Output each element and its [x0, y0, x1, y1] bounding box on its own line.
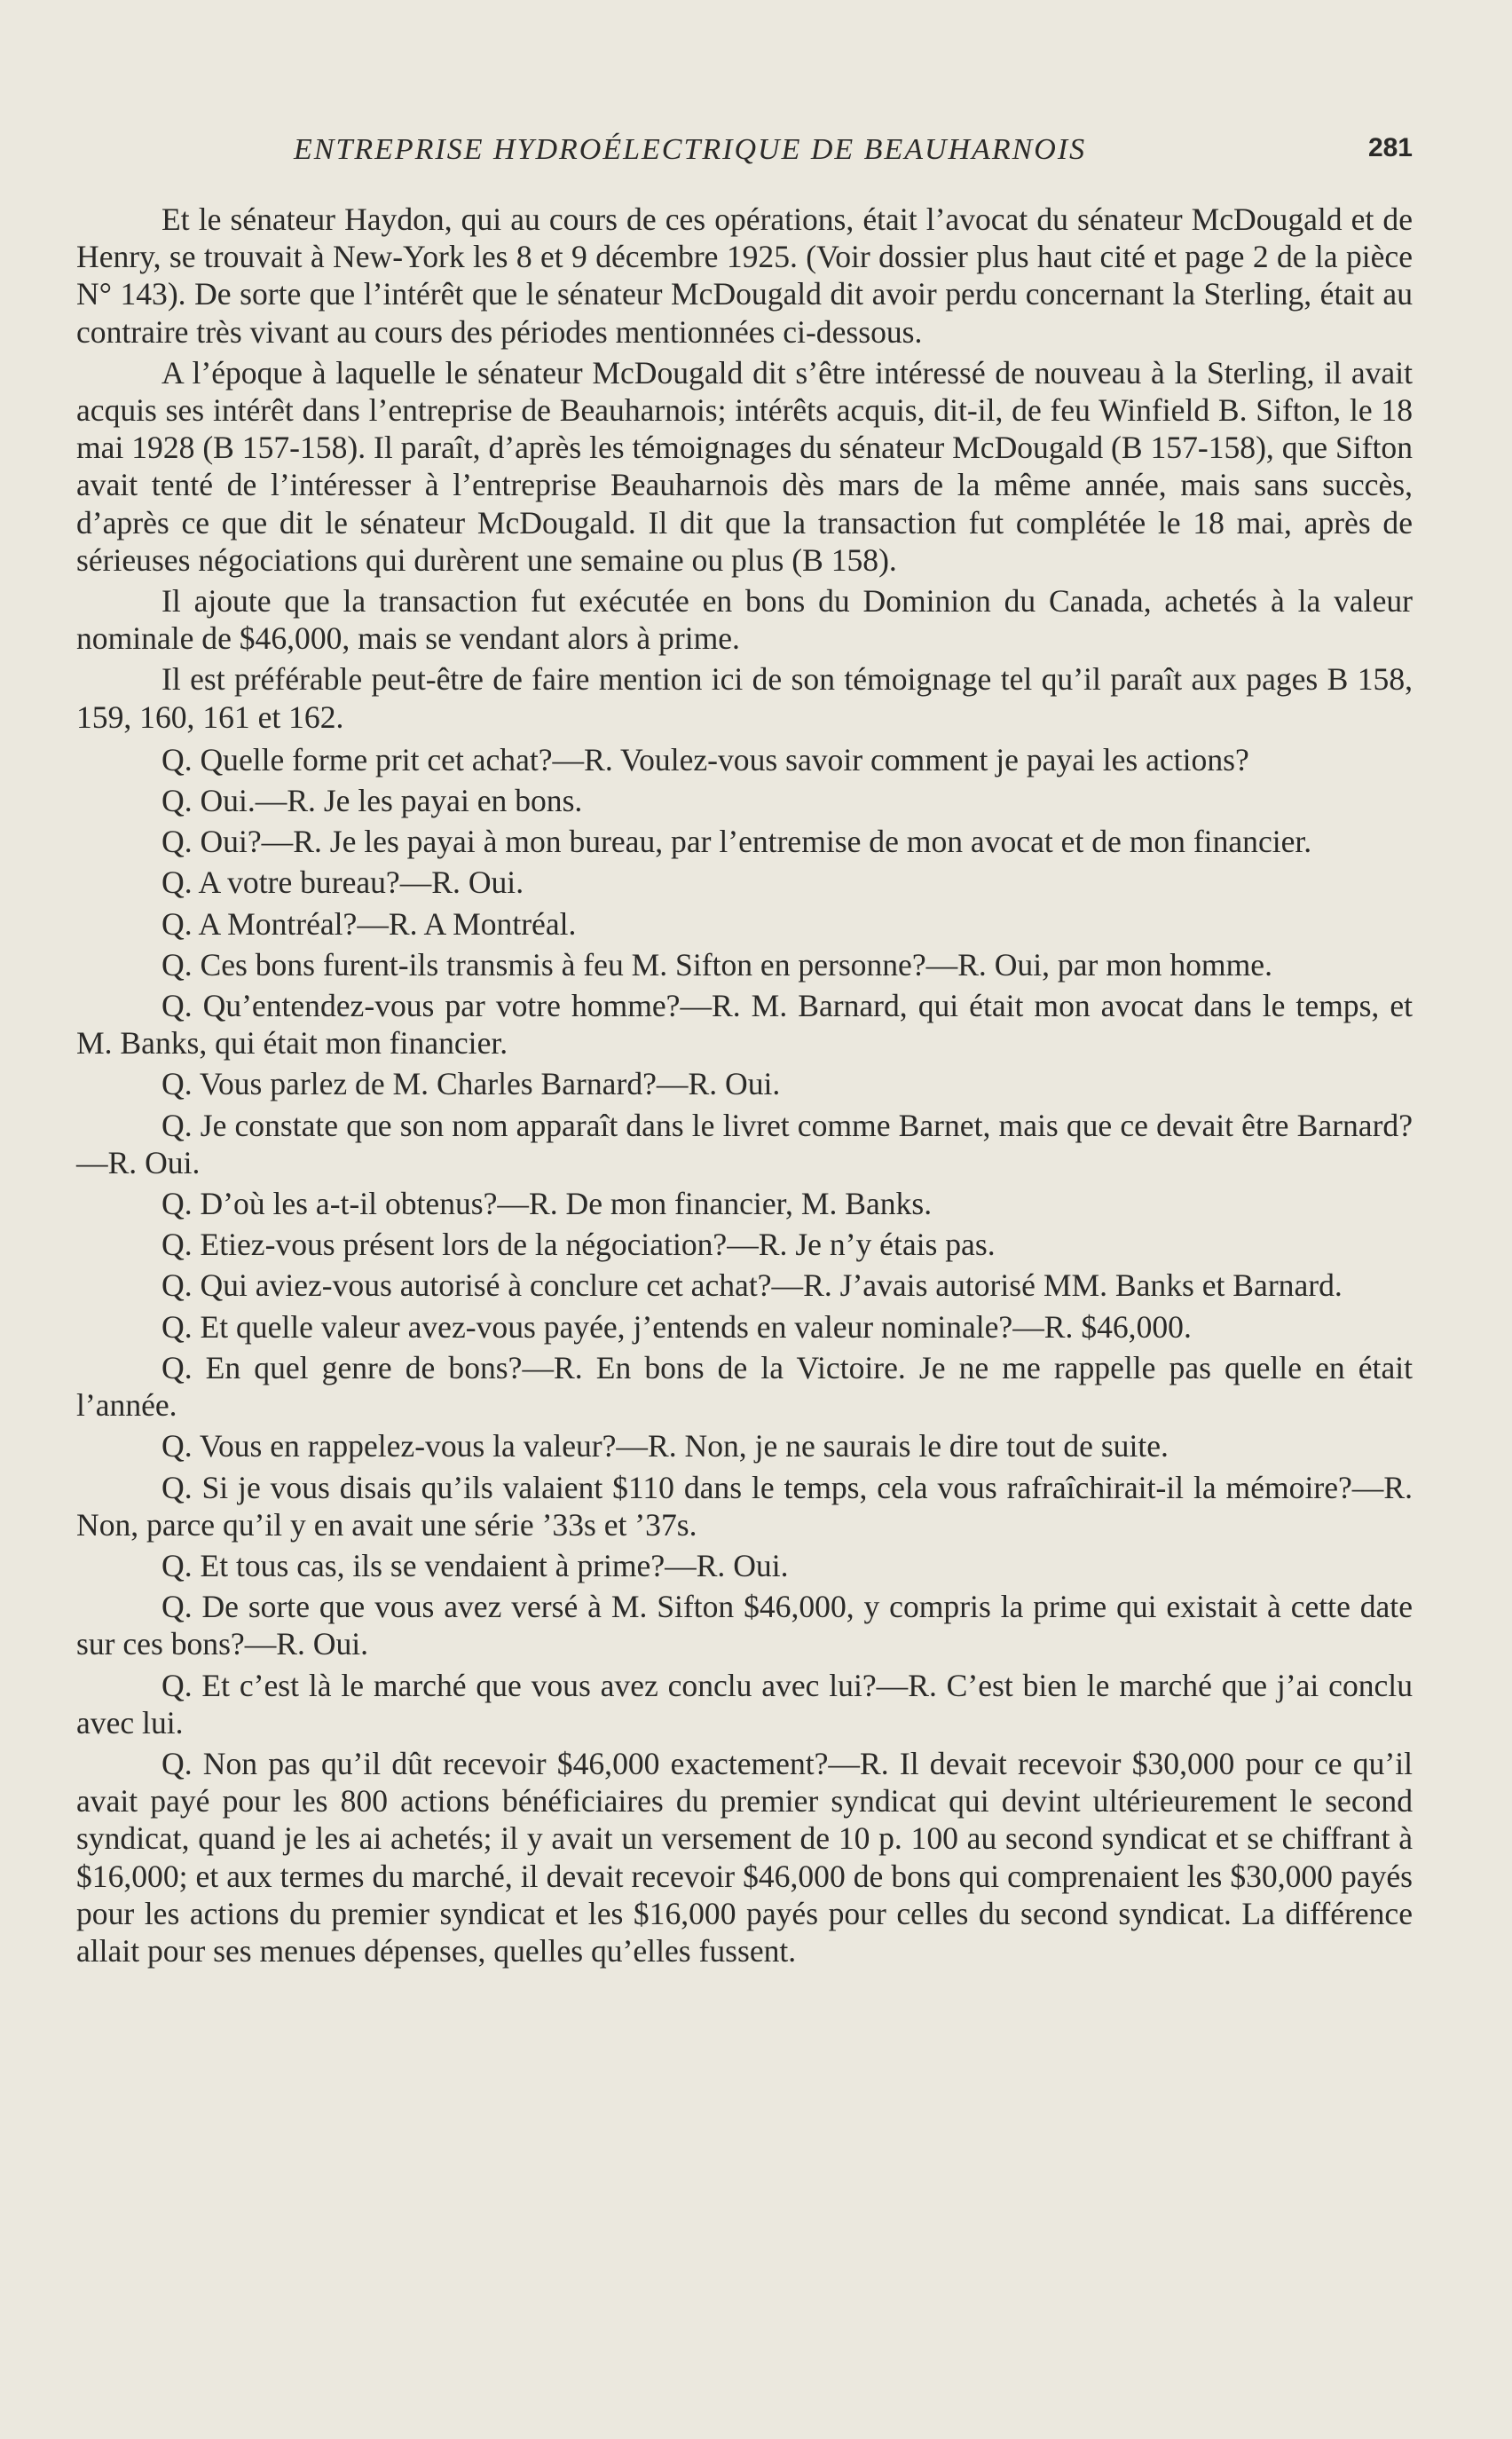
testimony-line: Q. A votre bureau?—R. Oui. — [161, 864, 524, 901]
testimony-line: Q. Ces bons furent-ils transmis à feu M. Sifton en personne?—R. Oui, par mon homme. — [161, 946, 1272, 983]
page-header — [76, 133, 1413, 172]
testimony-line: Q. Et quelle valeur avez-vous payée, j’entends en valeur nominale?—R. $46,000. — [161, 1308, 1192, 1345]
testimony-line: Q. Et c’est là le marché que vous avez conclu avec lui?—R. C’est bien le marché que j’ai conclu avec lui. — [76, 1667, 1413, 1740]
paragraph: Et le sénateur Haydon, qui au cours de ces opérations, était l’avocat du sénateur McDougald et de Henry, se trouvait à New-York les 8 et 9 décembre 1925. (Voir dossier plus haut cité et page 2 de la pièce N° 143). De sorte que l’intérêt que le sénateur McDougald dit avoir perdu concernant la Sterling, était au contraire très vivant au cours des périodes mentionnées ci-dessous. — [76, 201, 1413, 350]
testimony-line: Q. Oui?—R. Je les payai à mon bureau, par l’entremise de mon avocat et de mon financier. — [161, 824, 1312, 860]
testimony-line: Q. De sorte que vous avez versé à M. Sifton $46,000, y compris la prime qui existait à cette date sur ces bons?—R. Oui. — [76, 1589, 1413, 1662]
testimony-line: Q. En quel genre de bons?—R. En bons de la Victoire. Je ne me rappelle pas quelle en était l’année. — [76, 1349, 1413, 1424]
running-title: ENTREPRISE HYDROÉLECTRIQUE DE BEAUHARNOIS — [294, 133, 1087, 166]
testimony-line: Q. Etiez-vous présent lors de la négociation?—R. Je n’y étais pas. — [161, 1227, 996, 1263]
paragraph: A l’époque à laquelle le sénateur McDougald dit s’être intéressé de nouveau à la Sterling, il avait acquis ses intérêt dans l’entreprise de Beauharnois; intérêts acquis, dit-il, de feu Winfield B. Sifton, le 18 mai 1928 (B 157-158). Il paraît, d’après les témoignages du sénateur McDougald (B 157-158), que Sifton avait tenté de l’intéresser à l’entreprise Beauharnois dès mars de la même année, mais sans succès, d’après ce que dit le sénateur McDougald. Il dit que la transaction fut complétée le 18 mai, après de sérieuses négociations qui durèrent une semaine ou plus (B 158). — [76, 354, 1413, 578]
testimony-line: Q. Si je vous disais qu’ils valaient $110 dans le temps, cela vous rafraîchirait-il la mémoire?—R. Non, parce qu’il y en avait une série ’33s et ’37s. — [76, 1469, 1413, 1543]
testimony-line: Q. Qui aviez-vous autorisé à conclure cet achat?—R. J’avais autorisé MM. Banks et Barnard. — [161, 1267, 1343, 1304]
page-number: 281 — [1367, 133, 1413, 162]
testimony-line: Q. Quelle forme prit cet achat?—R. Voulez-vous savoir comment je payai les actions? — [161, 741, 1249, 777]
testimony-line: Q. Qu’entendez-vous par votre homme?—R. M. Barnard, qui était mon avocat dans le temps, et M. Banks, qui était mon financier. — [76, 988, 1413, 1062]
testimony-line: Q. Je constate que son nom apparaît dans le livret comme Barnet, mais que ce devait être Barnard?—R. Oui. — [76, 1107, 1413, 1180]
testimony-line: Q. D’où les a-t-il obtenus?—R. De mon financier, M. Banks. — [161, 1186, 933, 1222]
testimony-line: Q. Oui.—R. Je les payai en bons. — [161, 783, 583, 819]
testimony-line: Q. Et tous cas, ils se vendaient à prime?—R. Oui. — [161, 1547, 789, 1583]
body-text — [76, 201, 1413, 1969]
testimony-line: Q. Vous parlez de M. Charles Barnard?—R. Oui. — [161, 1066, 781, 1102]
paragraph: Il est préférable peut-être de faire mention ici de son témoignage tel qu’il paraît aux pages B 158, 159, 160, 161 et 162. — [76, 661, 1413, 735]
paragraph: Il ajoute que la transaction fut exécutée en bons du Dominion du Canada, achetés à la valeur nominale de $46,000, mais se vendant alors à prime. — [76, 583, 1413, 657]
testimony-line: Q. A Montréal?—R. A Montréal. — [161, 905, 577, 942]
testimony-line: Q. Non pas qu’il dût recevoir $46,000 exactement?—R. Il devait recevoir $30,000 pour ce qu’il avait payé pour les 800 actions bénéficiaires du premier syndicat qui devint ultérieurement le second syndicat, quand je les ai achetés; il y avait un versement de 10 p. 100 au second syndicat et se chiffrant à $16,000; et aux termes du marché, il devait recevoir $46,000 de bons qui comprenaient les $30,000 payés pour les actions du premier syndicat et les $16,000 payés pour celles du second syndicat. La différence allait pour ses menues dépenses, quelles qu’elles fussent. — [76, 1745, 1413, 1969]
testimony-line: Q. Vous en rappelez-vous la valeur?—R. Non, je ne saurais le dire tout de suite. — [161, 1428, 1169, 1464]
